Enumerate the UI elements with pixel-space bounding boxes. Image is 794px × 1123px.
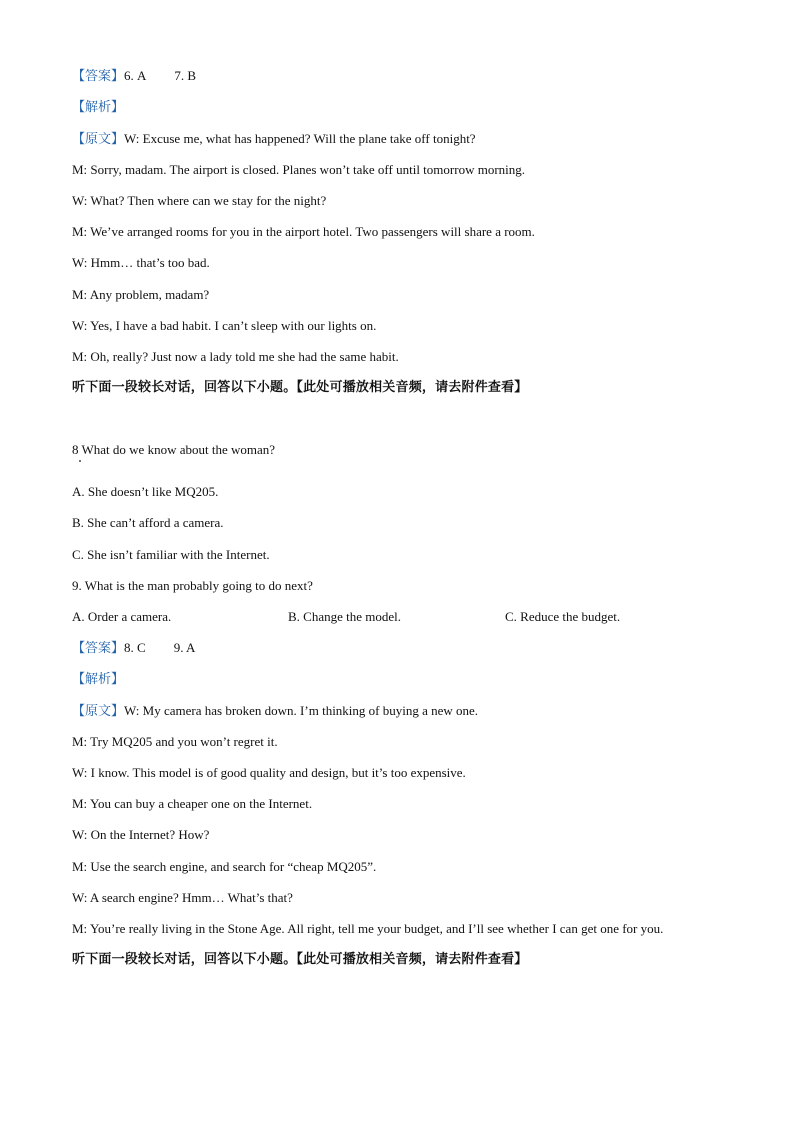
question-9: 9. What is the man probably going to do next? (72, 578, 313, 593)
transcript-line: W: I know. This model is of good quality and design, but it’s too expensive. (72, 765, 466, 780)
question-8-option-b: B. She can’t afford a camera. (72, 515, 224, 530)
question-9-option-b: B. Change the model. (288, 609, 402, 624)
question-8: 8 What do we know about the woman? (72, 442, 276, 457)
answer-line-2 (72, 640, 195, 657)
question-8-option-a: A. She doesn’t like MQ205. (72, 484, 219, 499)
answer-9: 9. A (173, 640, 196, 655)
answer-line-1 (72, 68, 196, 85)
transcript-line: M: Any problem, madam? (72, 287, 210, 302)
transcript-line: W: What? Then where can we stay for the night? (72, 193, 327, 208)
transcript-line: W: On the Internet? How? (72, 827, 210, 842)
transcript-line: M: Try MQ205 and you won’t regret it. (72, 734, 278, 749)
question-8-option-c: C. She isn’t familiar with the Internet. (72, 547, 270, 562)
transcript-line: M: Use the search engine, and search for “cheap MQ205”. (72, 859, 377, 874)
listening-instruction: 听下面一段较长对话，回答以下小题。【此处可播放相关音频，请去附件查看】 (72, 380, 528, 395)
transcript-text: W: Excuse me, what has happened? Will the plane take off tonight? (124, 131, 476, 146)
answer-7: 7. B (174, 68, 197, 83)
transcript-line: M: Oh, really? Just now a lady told me she had the same habit. (72, 349, 399, 364)
transcript-line (72, 703, 478, 720)
analysis-tag-2: 【解析】 (72, 672, 125, 687)
answer-tag: 【答案】 (72, 641, 125, 656)
transcript-line (72, 131, 476, 148)
transcript-line: W: Yes, I have a bad habit. I can’t sleep with our lights on. (72, 318, 377, 333)
listening-instruction: 听下面一段较长对话，回答以下小题。【此处可播放相关音频，请去附件查看】 (72, 952, 528, 967)
question-9-option-c: C. Reduce the budget. (505, 609, 621, 624)
transcript-line: W: A search engine? Hmm… What’s that? (72, 890, 293, 905)
original-tag: 【原文】 (72, 704, 125, 719)
transcript-line: M: We’ve arranged rooms for you in the airport hotel. Two passengers will share a room. (72, 224, 535, 239)
stray-dot (79, 460, 81, 462)
question-9-option-a: A. Order a camera. (72, 609, 172, 624)
transcript-text: W: My camera has broken down. I’m thinking of buying a new one. (124, 703, 479, 718)
transcript-line: M: Sorry, madam. The airport is closed. Planes won’t take off until tomorrow morning. (72, 162, 526, 177)
transcript-line: M: You’re really living in the Stone Age. All right, tell me your budget, and I’ll see whether I can get one for you. (72, 921, 664, 936)
transcript-line: W: Hmm… that’s too bad. (72, 255, 210, 270)
transcript-line: M: You can buy a cheaper one on the Internet. (72, 796, 313, 811)
answer-8: 8. C (124, 640, 146, 655)
answer-tag: 【答案】 (72, 69, 125, 84)
original-tag: 【原文】 (72, 132, 125, 147)
analysis-tag-1: 【解析】 (72, 100, 125, 115)
answer-6: 6. A (124, 68, 147, 83)
